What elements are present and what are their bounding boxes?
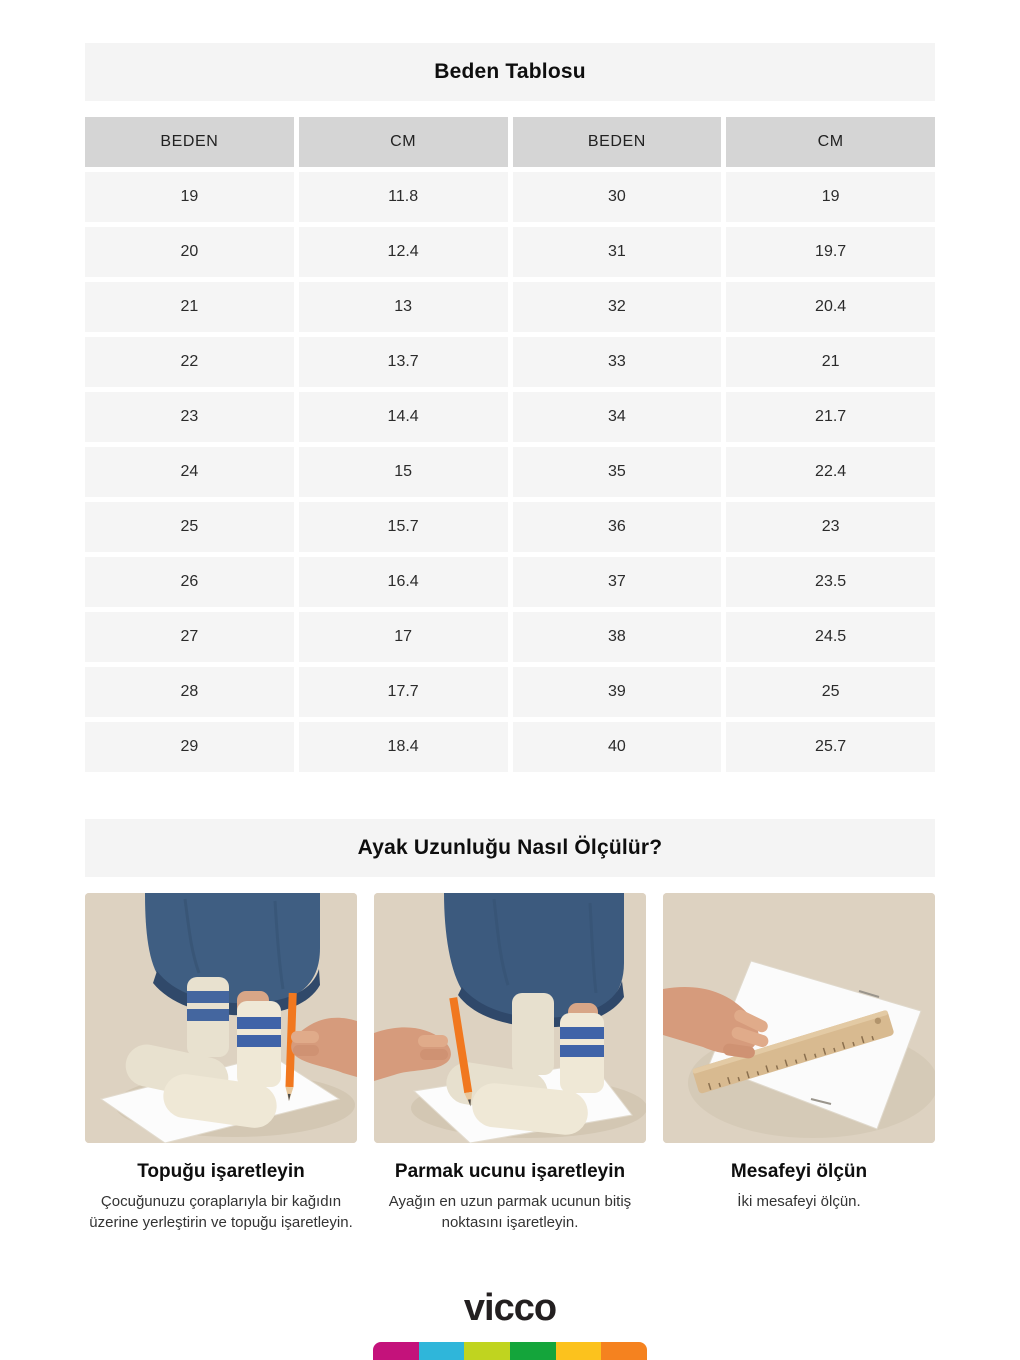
size-table-cell: 33 — [513, 337, 722, 387]
ruler-measuring-photo — [663, 893, 935, 1143]
step-title: Topuğu işaretleyin — [137, 1161, 305, 1182]
size-table-cell: 20 — [85, 227, 294, 277]
step-caption-toe — [374, 1161, 646, 1234]
measure-section-title-bar — [85, 819, 935, 877]
size-table-cell: 18.4 — [299, 722, 508, 772]
size-table-title-bar — [85, 43, 935, 101]
size-table-cell: 26 — [85, 557, 294, 607]
size-table-cell: 21 — [85, 282, 294, 332]
brand-color-bar-segment — [464, 1342, 510, 1360]
size-table-cell: 21 — [726, 337, 935, 387]
brand-color-bar-segment — [419, 1342, 465, 1360]
size-table — [85, 117, 935, 772]
toe-marking-photo — [374, 893, 646, 1143]
step-title: Parmak ucunu işaretleyin — [394, 1161, 626, 1182]
heel-marking-illustration — [85, 893, 357, 1143]
size-table-cell: 19 — [85, 172, 294, 222]
brand-footer — [0, 1288, 1020, 1360]
size-table-header-cell: BEDEN — [513, 117, 722, 167]
size-table-cell: 23.5 — [726, 557, 935, 607]
size-table-title: Beden Tablosu — [434, 60, 586, 83]
measure-section-title: Ayak Uzunluğu Nasıl Ölçülür? — [357, 836, 663, 859]
size-table-cell: 19 — [726, 172, 935, 222]
size-table-cell: 13 — [299, 282, 508, 332]
size-table-cell: 28 — [85, 667, 294, 717]
step-description: Ayağın en uzun parmak ucunun bitiş noktasını işaretleyin. — [388, 1193, 632, 1232]
size-table-cell: 19.7 — [726, 227, 935, 277]
step-caption-heel — [85, 1161, 357, 1234]
ruler-measuring-illustration — [663, 893, 935, 1143]
size-table-cell: 20.4 — [726, 282, 935, 332]
size-table-cell: 16.4 — [299, 557, 508, 607]
size-table-cell: 25 — [726, 667, 935, 717]
size-table-cell: 29 — [85, 722, 294, 772]
size-table-cell: 24.5 — [726, 612, 935, 662]
size-table-cell: 17.7 — [299, 667, 508, 717]
size-table-header-cell: CM — [726, 117, 935, 167]
measure-step-photos — [85, 893, 935, 1143]
size-table-cell: 17 — [299, 612, 508, 662]
size-table-cell: 37 — [513, 557, 722, 607]
page-content — [85, 0, 935, 1234]
size-table-cell: 22 — [85, 337, 294, 387]
size-table-cell: 31 — [513, 227, 722, 277]
brand-color-bar-segment — [601, 1342, 647, 1360]
size-table-cell: 25.7 — [726, 722, 935, 772]
size-table-cell: 23 — [85, 392, 294, 442]
size-table-cell: 14.4 — [299, 392, 508, 442]
size-table-cell: 22.4 — [726, 447, 935, 497]
size-table-cell: 12.4 — [299, 227, 508, 277]
vicco-logo: vicco — [463, 1287, 557, 1329]
step-caption-measure — [663, 1161, 935, 1234]
brand-color-bar-segment — [556, 1342, 602, 1360]
step-description: Çocuğunuzu çoraplarıyla bir kağıdın üzerine yerleştirin ve topuğu işaretleyin. — [89, 1193, 353, 1232]
brand-color-bar-segment — [373, 1342, 419, 1360]
size-table-cell: 11.8 — [299, 172, 508, 222]
size-table-cell: 36 — [513, 502, 722, 552]
size-table-cell: 27 — [85, 612, 294, 662]
size-table-cell: 40 — [513, 722, 722, 772]
size-table-cell: 38 — [513, 612, 722, 662]
brand-color-bar — [373, 1342, 647, 1360]
toe-marking-illustration — [374, 893, 646, 1143]
size-table-cell: 25 — [85, 502, 294, 552]
size-table-cell: 13.7 — [299, 337, 508, 387]
size-table-cell: 15 — [299, 447, 508, 497]
size-table-cell: 15.7 — [299, 502, 508, 552]
size-table-cell: 30 — [513, 172, 722, 222]
step-description: İki mesafeyi ölçün. — [737, 1193, 861, 1210]
size-table-cell: 24 — [85, 447, 294, 497]
measure-step-captions — [85, 1161, 935, 1234]
step-title: Mesafeyi ölçün — [730, 1161, 868, 1182]
size-table-cell: 34 — [513, 392, 722, 442]
size-table-cell: 39 — [513, 667, 722, 717]
size-table-cell: 21.7 — [726, 392, 935, 442]
size-table-header-cell: CM — [299, 117, 508, 167]
brand-color-bar-segment — [510, 1342, 556, 1360]
heel-marking-photo — [85, 893, 357, 1143]
size-table-header-cell: BEDEN — [85, 117, 294, 167]
size-table-cell: 32 — [513, 282, 722, 332]
size-table-cell: 23 — [726, 502, 935, 552]
size-table-cell: 35 — [513, 447, 722, 497]
